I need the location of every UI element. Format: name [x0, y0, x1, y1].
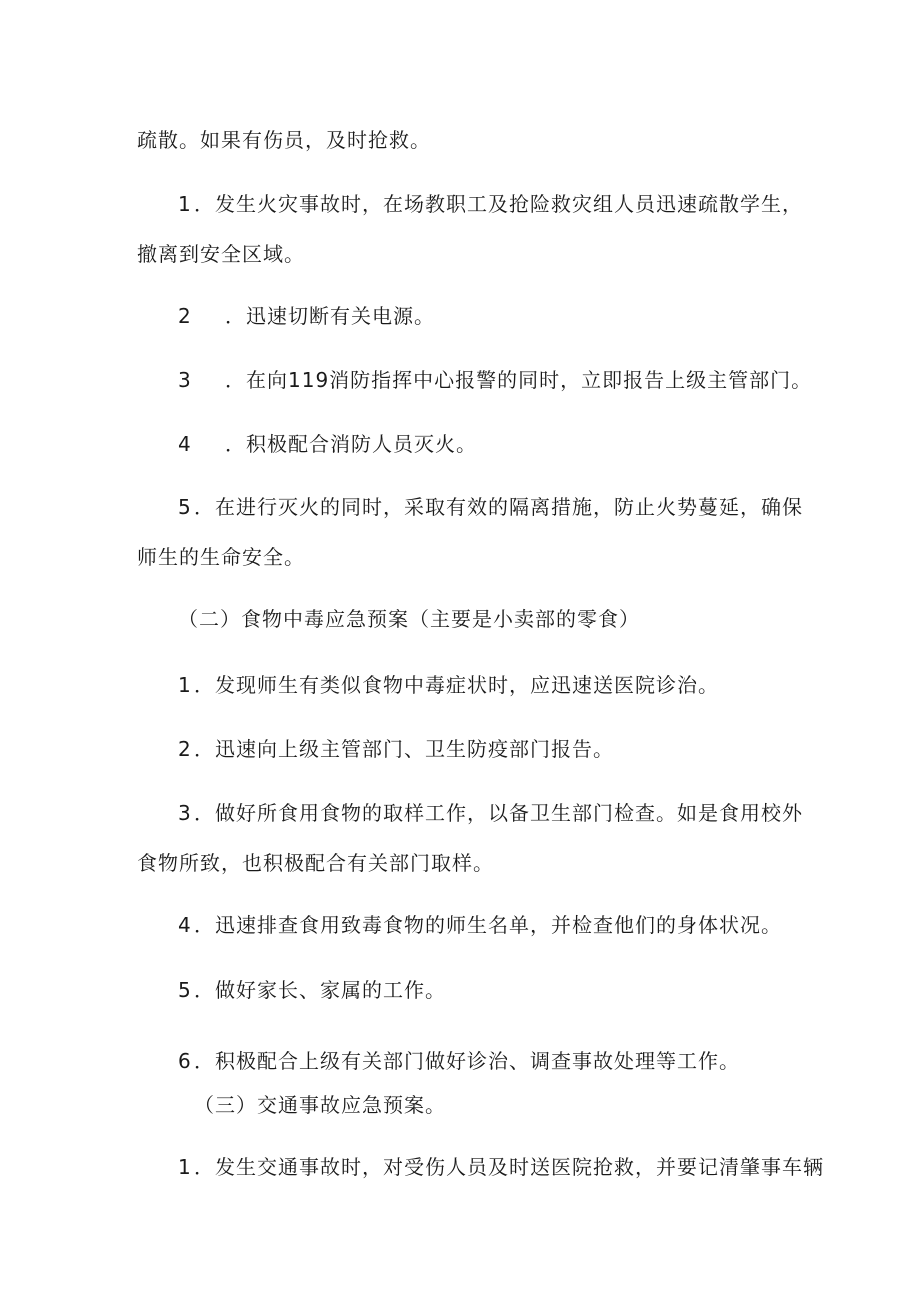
paragraph-line: 撤离到安全区域。: [137, 242, 305, 266]
list-number: 5: [178, 495, 191, 519]
section-heading: （二）食物中毒应急预案（主要是小卖部的零食）: [178, 607, 640, 631]
paragraph-line: 师生的生命安全。: [137, 545, 305, 569]
list-number: 4: [178, 432, 191, 456]
list-number: 2: [178, 737, 191, 761]
list-item-text: ．积极配合消防人员灭火。: [225, 432, 477, 456]
list-number: 6: [178, 1049, 191, 1073]
list-item-text: ．做好所食用食物的取样工作，以备卫生部门检查。如是食用校外: [194, 801, 803, 825]
list-item-text: ．迅速向上级主管部门、卫生防疫部门报告。: [194, 737, 614, 761]
list-number: 2: [178, 304, 191, 328]
list-item-text: ．在向119消防指挥中心报警的同时，立即报告上级主管部门。: [225, 368, 813, 392]
list-number: 4: [178, 913, 191, 937]
paragraph-line: 疏散。如果有伤员，及时抢救。: [137, 128, 431, 152]
list-number: 3: [178, 368, 191, 392]
section-heading: （三）交通事故应急预案。: [194, 1093, 446, 1117]
list-item-text: ．积极配合上级有关部门做好诊治、调查事故处理等工作。: [194, 1049, 740, 1073]
list-number: 1: [178, 673, 191, 697]
list-number: 3: [178, 801, 191, 825]
list-item-text: ．发现师生有类似食物中毒症状时，应迅速送医院诊治。: [194, 673, 719, 697]
list-number: 1: [178, 192, 191, 216]
list-item-text: ．迅速排查食用致毒食物的师生名单，并检查他们的身体状况。: [194, 913, 782, 937]
list-item-text: ．在进行灭火的同时，采取有效的隔离措施，防止火势蔓延，确保: [194, 495, 803, 519]
list-item-text: ．发生火灾事故时，在场教职工及抢险救灾组人员迅速疏散学生，: [194, 192, 803, 216]
list-number: 1: [178, 1155, 191, 1179]
list-item-text: ．发生交通事故时，对受伤人员及时送医院抢救，并要记清肇事车辆: [194, 1155, 824, 1179]
list-number: 5: [178, 978, 191, 1002]
paragraph-line: 食物所致，也积极配合有关部门取样。: [137, 851, 494, 875]
list-item-text: ．做好家长、家属的工作。: [194, 978, 446, 1002]
list-item-text: ．迅速切断有关电源。: [225, 304, 435, 328]
